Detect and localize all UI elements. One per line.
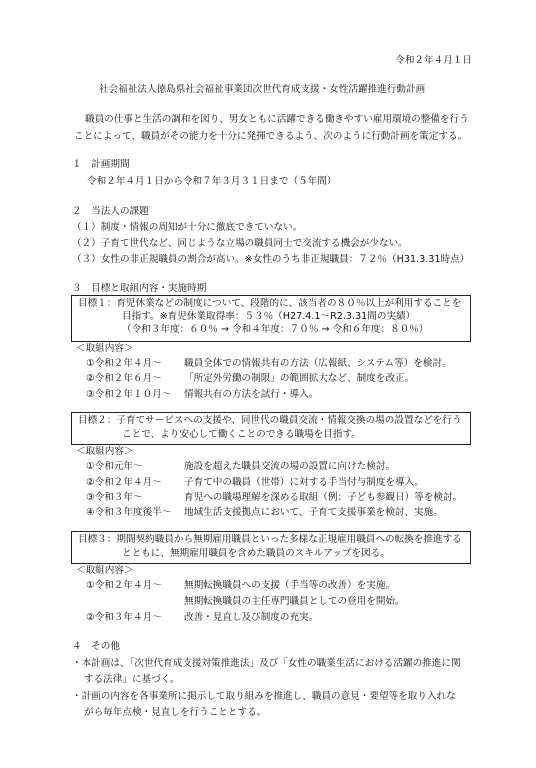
goal-2-action-2-when: ②令和２年４月～ (86, 477, 162, 488)
section-2-item-1: （１）制度・情報の周知が十分に徹底できていない。 (72, 222, 303, 233)
goal-1-action-1-when: ①令和２年４月～ (86, 358, 162, 369)
document-date: 令和２年４月１日 (395, 55, 472, 66)
goal-3-line-1: 目標３：期間契約職員から無期雇用職員といった多様な正規雇用職員への転換を推進する (78, 534, 462, 545)
section-2-item-3: （３）女性の非正規職員の割合が高い。※女性のうち非正規職員：７２％（H31.3.31時点） (72, 254, 470, 265)
goal-1-action-3-when: ③令和２年１０月～ (86, 389, 172, 400)
goal-1-action-1-what: 職員全体での情報共有の方法（広報紙、システム等）を検討。 (184, 358, 452, 369)
goal-2-action-4-when: ④令和３年度後半～ (86, 507, 172, 518)
goal-1-label: ＜取組内容＞ (76, 343, 134, 354)
goal-3-action-1-when: ①令和２年４月～ (86, 580, 162, 591)
goal-2-action-1-what: 施設を超えた職員交流の場の設置に向けた検討。 (184, 461, 396, 472)
intro-line-1: 職員の仕事と生活の調和を図り、男女ともに活躍できる働きやすい雇用環境の整備を行う (85, 114, 469, 125)
goal-2-action-4-what: 地域生活支援拠点において、子育て支援事業を検討、実施。 (184, 507, 443, 518)
section-1-body: 令和２年４月１日から令和７年３月３１日まで（５年間） (87, 176, 337, 187)
goal-2-line-1: 目標２：子育てサービスへの支援や、同世代の職員交流・情報交換の場の設置などを行う (78, 415, 462, 426)
section-3-heading: ３ 目標と取組内容・実施時期 (72, 283, 207, 294)
goal-1-line-2: 目指す。※育児休業取得率：５３％（H27.4.1～R2.3.31間の実績） (122, 311, 416, 322)
goal-3-action-1-what: 無期転換職員への支援（手当等の改善）を実施。 (184, 580, 396, 591)
goal-1-line-3: （令和３年度：６０％ → 令和４年度：７０％ → 令和６年度：８０％） (122, 324, 429, 335)
section-4-heading: ４ その他 (72, 641, 120, 652)
document-title: 社会福祉法人徳島県社会福祉事業団次世代育成支援・女性活躍推進行動計画 (99, 84, 426, 95)
goal-1-action-2-when: ②令和２年６月～ (86, 373, 162, 384)
goal-3-action-2-what: 無期転換職員の主任専門職員としての登用を開始。 (184, 596, 405, 607)
goal-2-action-1-when: ①令和元年～ (86, 461, 143, 472)
section-4-line-2: する法律」に基づく。 (84, 674, 180, 685)
section-2-item-2: （２）子育て世代など、同じような立場の職員同士で交流する機会が少ない。 (72, 238, 408, 249)
goal-2-action-2-what: 子育て中の職員（世帯）に対する手当付与制度を導入。 (184, 477, 424, 488)
goal-2-label: ＜取組内容＞ (76, 446, 134, 457)
goal-3-action-3-when: ②令和３年４月～ (86, 612, 162, 623)
goal-2-action-3-what: 育児への職場理解を深める取組（例：子ども参観日）等を検討。 (184, 492, 463, 503)
goal-1-action-3-what: 情報共有の方法を試行・導入。 (184, 389, 319, 400)
goal-1-action-2-what: 「所定外労働の制限」の範囲拡大など、制度を改正。 (184, 373, 415, 384)
goal-1-line-1: 目標１：育児休業などの制度について、段階的に、該当者の８０％以上が利用することを (78, 298, 462, 309)
goal-2-line-2: ことで、より安心して働くことのできる職場を目指す。 (122, 429, 361, 440)
section-4-line-3: ・計画の内容を各事業所に掲示して取り組みを推進し、職員の意見・要望等を取り入れな (72, 691, 456, 702)
goal-2-action-3-when: ③令和３年～ (86, 492, 143, 503)
section-4-line-1: ・本計画は、「次世代育成支援対策推進法」及び「女性の職業生活における活躍の推進に関 (72, 658, 461, 669)
goal-3-label: ＜取組内容＞ (76, 565, 134, 576)
section-4-line-4: がら毎年点検・見直しを行うこととする。 (84, 707, 267, 718)
goal-3-line-2: とともに、無期雇用職員を含めた職員のスキルアップを図る。 (122, 548, 390, 559)
goal-3-action-3-what: 改善・見直し及び制度の充実。 (184, 612, 319, 623)
section-2-heading: ２ 当法人の課題 (72, 206, 149, 217)
section-1-heading: １ 計画期間 (72, 159, 130, 170)
intro-line-2: ことによって、職員がその能力を十分に発揮できるよう、次のように行動計画を策定する。 (74, 131, 468, 142)
